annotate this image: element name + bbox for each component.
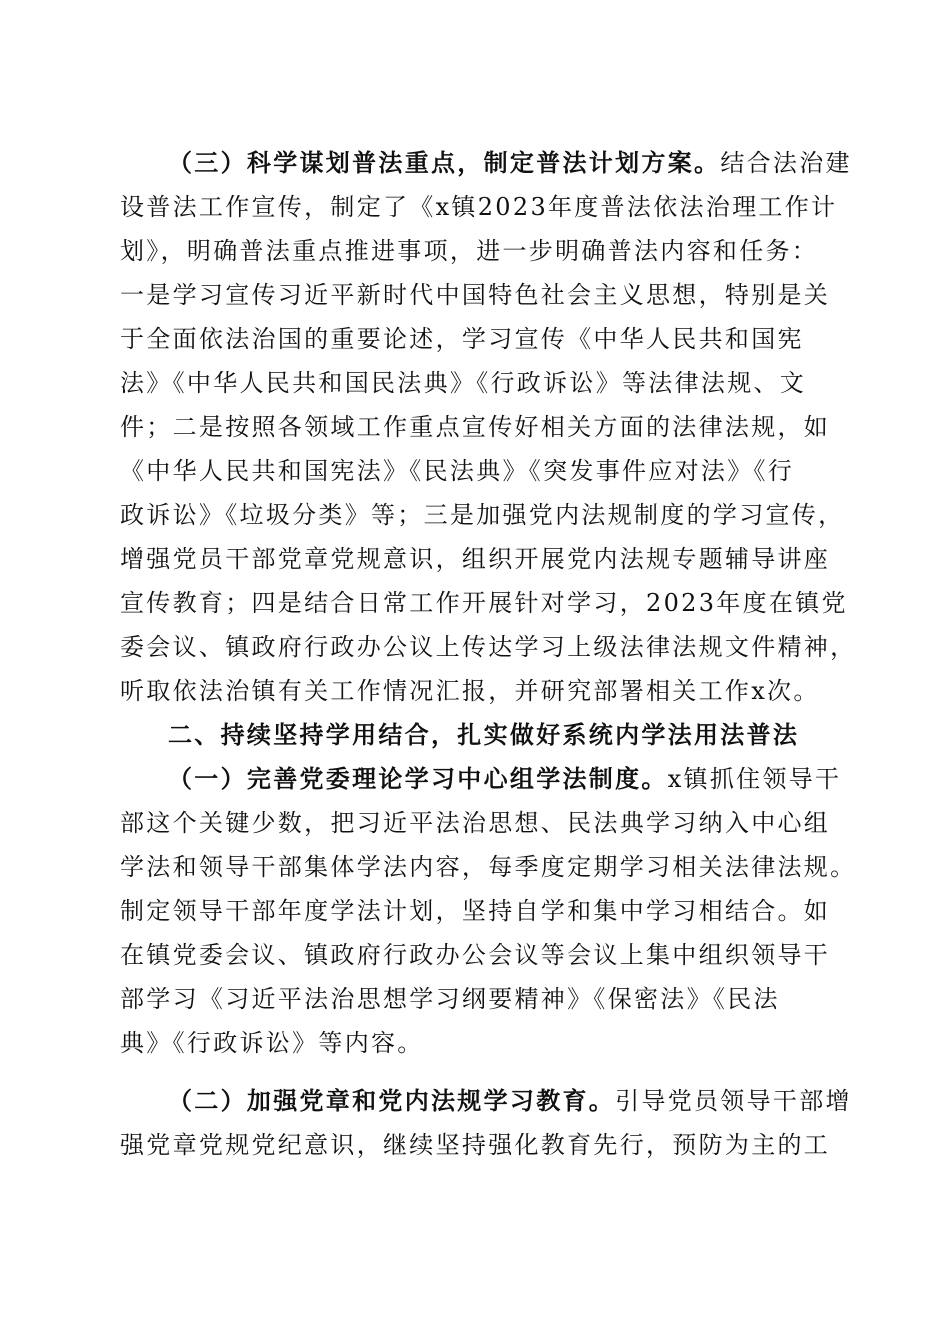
paragraph-line: 典》《行政诉讼》等内容。 xyxy=(120,1029,424,1057)
paragraph-line: 一是学习宣传习近平新时代中国特色社会主义思想，特别是关 xyxy=(120,281,831,309)
paragraph-line: 制定领导干部年度学法计划，坚持自学和集中学习相结合。如 xyxy=(120,897,831,925)
paragraph-line: 件；二是按照各领域工作重点宣传好相关方面的法律法规，如 xyxy=(120,413,831,441)
paragraph-line: 强党章党规党纪意识，继续坚持强化教育先行，预防为主的工 xyxy=(120,1131,831,1159)
paragraph-line: 学法和领导干部集体学法内容，每季度定期学习相关法律法规。 xyxy=(120,853,857,881)
body-text: 结合法治建 xyxy=(720,149,852,177)
paragraph-line xyxy=(120,1081,852,1121)
paragraph-line: 划》，明确普法重点推进事项，进一步明确普法内容和任务： xyxy=(120,237,819,265)
paragraph-line: 听取依法治镇有关工作情况汇报，并研究部署相关工作x次。 xyxy=(120,677,820,705)
paragraph-line: 于全面依法治国的重要论述，学习宣传《中华人民共和国宪 xyxy=(120,325,804,353)
subheading-text: （二）加强党章和党内法规学习教育。 xyxy=(168,1086,616,1115)
body-text: x镇抓住领导干 xyxy=(667,765,842,793)
paragraph-line: 在镇党委会议、镇政府行政办公会议等会议上集中组织领导干 xyxy=(120,941,831,969)
body-text: 引导党员领导干部增 xyxy=(615,1087,852,1115)
paragraph-line: 部这个关键少数，把习近平法治思想、民法典学习纳入中心组 xyxy=(120,809,831,837)
paragraph-line: 法》《中华人民共和国民法典》《行政诉讼》等法律法规、文 xyxy=(120,369,807,397)
subheading-text: （一）完善党委理论学习中心组学法制度。 xyxy=(168,764,668,793)
paragraph-line: 部学习《习近平法治思想学习纲要精神》《保密法》《民法 xyxy=(120,985,780,1013)
subheading-text: （三）科学谋划普法重点，制定普法计划方案。 xyxy=(168,148,721,177)
paragraph-line xyxy=(120,143,852,183)
paragraph-line: 《中华人民共和国宪法》《民法典》《突发事件应对法》《行 xyxy=(120,457,795,485)
paragraph-line: 增强党员干部党章党规意识，组织开展党内法规专题辅导讲座 xyxy=(120,545,831,573)
paragraph-line: 委会议、镇政府行政办公议上传达学习上级法律法规文件精神， xyxy=(120,633,857,661)
paragraph-line: 政诉讼》《垃圾分类》等；三是加强党内法规制度的学习宣传， xyxy=(120,501,845,529)
paragraph-line: 宣传教育；四是结合日常工作开展针对学习，2023年度在镇党 xyxy=(120,589,848,617)
paragraph-line: 设普法工作宣传，制定了《x镇2023年度普法依法治理工作计 xyxy=(120,193,838,221)
section-heading: 二、持续坚持学用结合，扎实做好系统内学法用法普法 xyxy=(168,721,800,749)
paragraph-line xyxy=(120,759,842,799)
